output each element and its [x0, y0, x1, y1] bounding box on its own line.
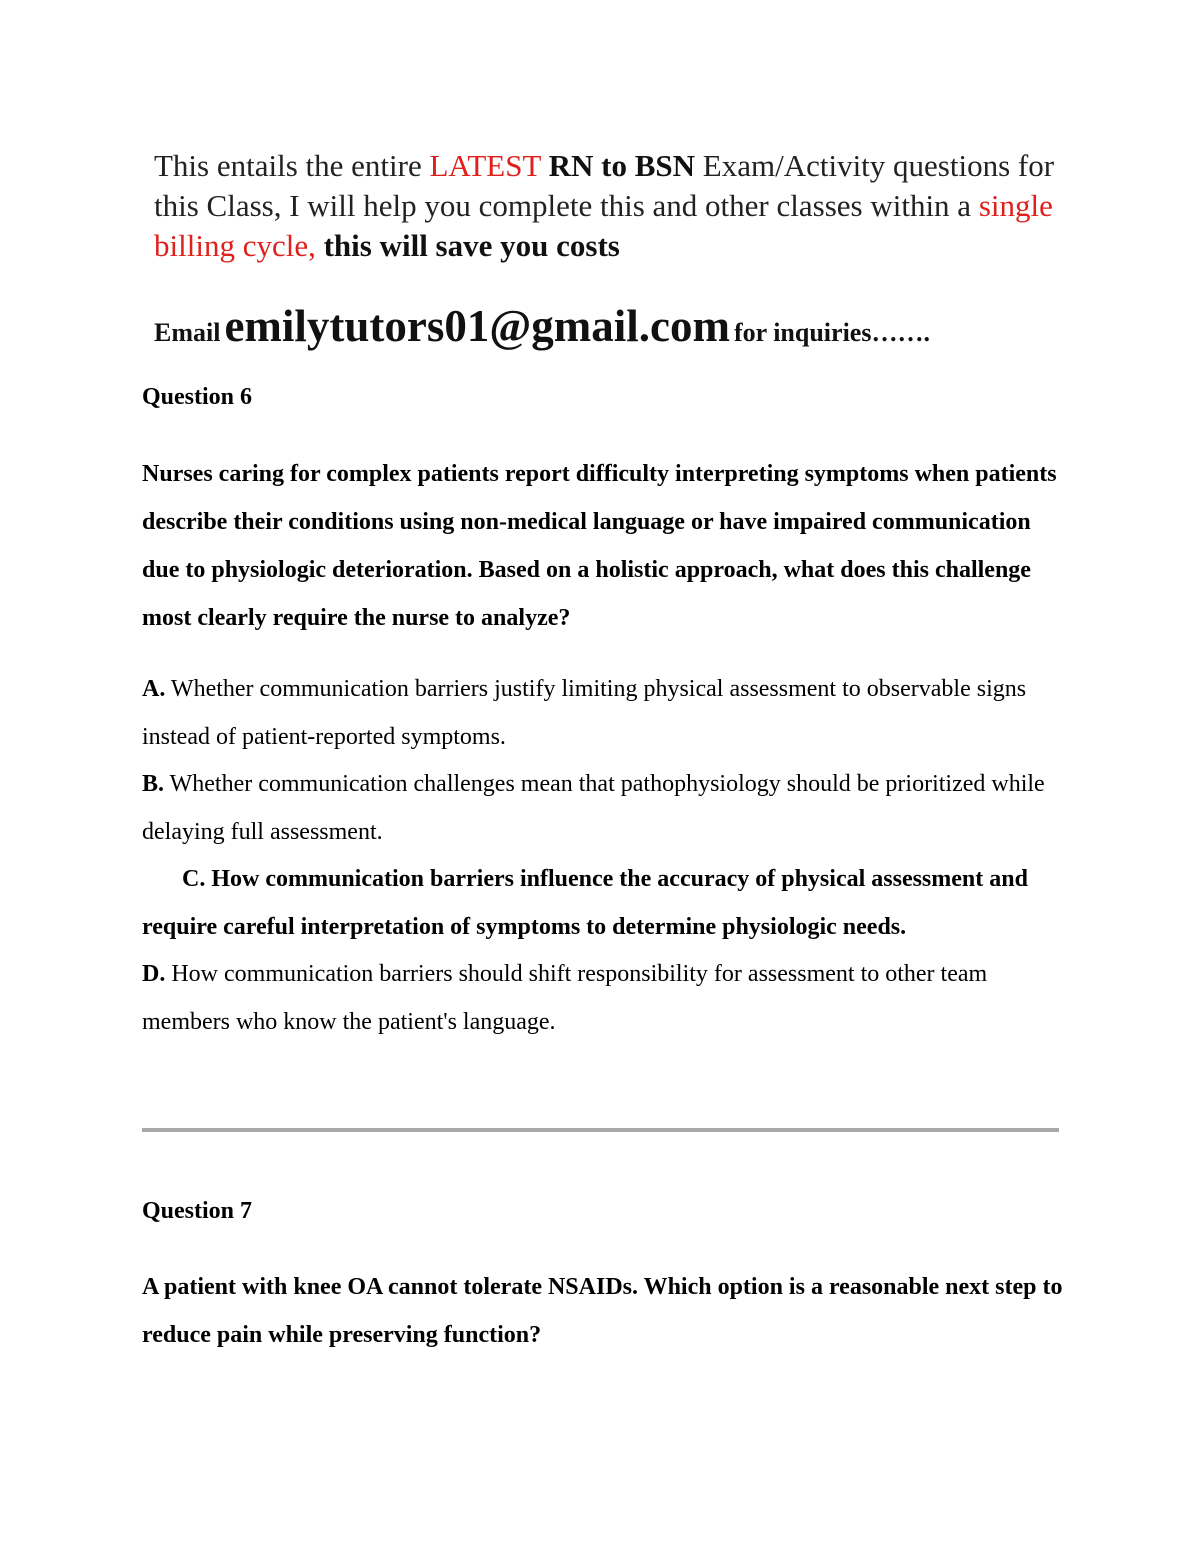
option-text: Whether communication challenges mean that pathophysiology should be prioritized while delaying full assessment.	[142, 771, 1045, 845]
banner-text-1: This entails the entire	[154, 148, 430, 183]
email-prefix: Email	[154, 318, 221, 347]
option-a	[142, 666, 1072, 761]
question-number: 7	[240, 1198, 253, 1224]
email-suffix: for inquiries…….	[733, 318, 930, 347]
option-letter: D.	[142, 961, 166, 987]
banner-text-2: Exam/Activity questions for this Class, I will help you complete this and other classes within a	[154, 148, 1055, 223]
option-c-correct	[142, 856, 1072, 951]
option-d	[142, 951, 1072, 1046]
banner-latest: LATEST	[429, 148, 541, 183]
banner-billing-cycle: single billing cycle,	[154, 188, 1053, 263]
question-6-stem: Nurses caring for complex patients report difficulty interpreting symptoms when patients describe their conditions using non-medical language or have impaired communication due to physiologic deterioration. Based on a holistic approach, what does this challenge most clearly require the nurse to analyze?	[142, 461, 1057, 631]
banner-rn-bsn: RN to BSN	[548, 148, 696, 183]
question-6-options	[142, 666, 1072, 1046]
option-text: Whether communication barriers justify limiting physical assessment to observable signs instead of patient-reported symptoms.	[142, 676, 1027, 750]
question-label-word: Question	[142, 1198, 235, 1224]
option-letter: B.	[142, 771, 165, 797]
option-text: How communication barriers influence the accuracy of physical assessment and require careful interpretation of symptoms to determine physiologic needs.	[142, 866, 1028, 940]
question-7-stem: A patient with knee OA cannot tolerate NSAIDs. Which option is a reasonable next step to reduce pain while preserving function?	[142, 1274, 1063, 1348]
option-letter: C.	[182, 866, 206, 892]
question-label-word: Question	[142, 384, 235, 410]
option-letter: A.	[142, 676, 166, 702]
section-divider	[142, 1128, 1059, 1132]
promo-banner	[154, 146, 1094, 266]
question-7-label	[142, 1198, 252, 1225]
option-text: How communication barriers should shift responsibility for assessment to other team members who know the patient's language.	[142, 961, 988, 1035]
option-b	[142, 761, 1072, 856]
question-number: 6	[240, 384, 253, 410]
email-line	[154, 300, 1114, 352]
question-6-label	[142, 384, 252, 411]
banner-save-costs: this will save you costs	[323, 228, 620, 263]
email-address: emilytutors01@gmail.com	[224, 301, 730, 351]
